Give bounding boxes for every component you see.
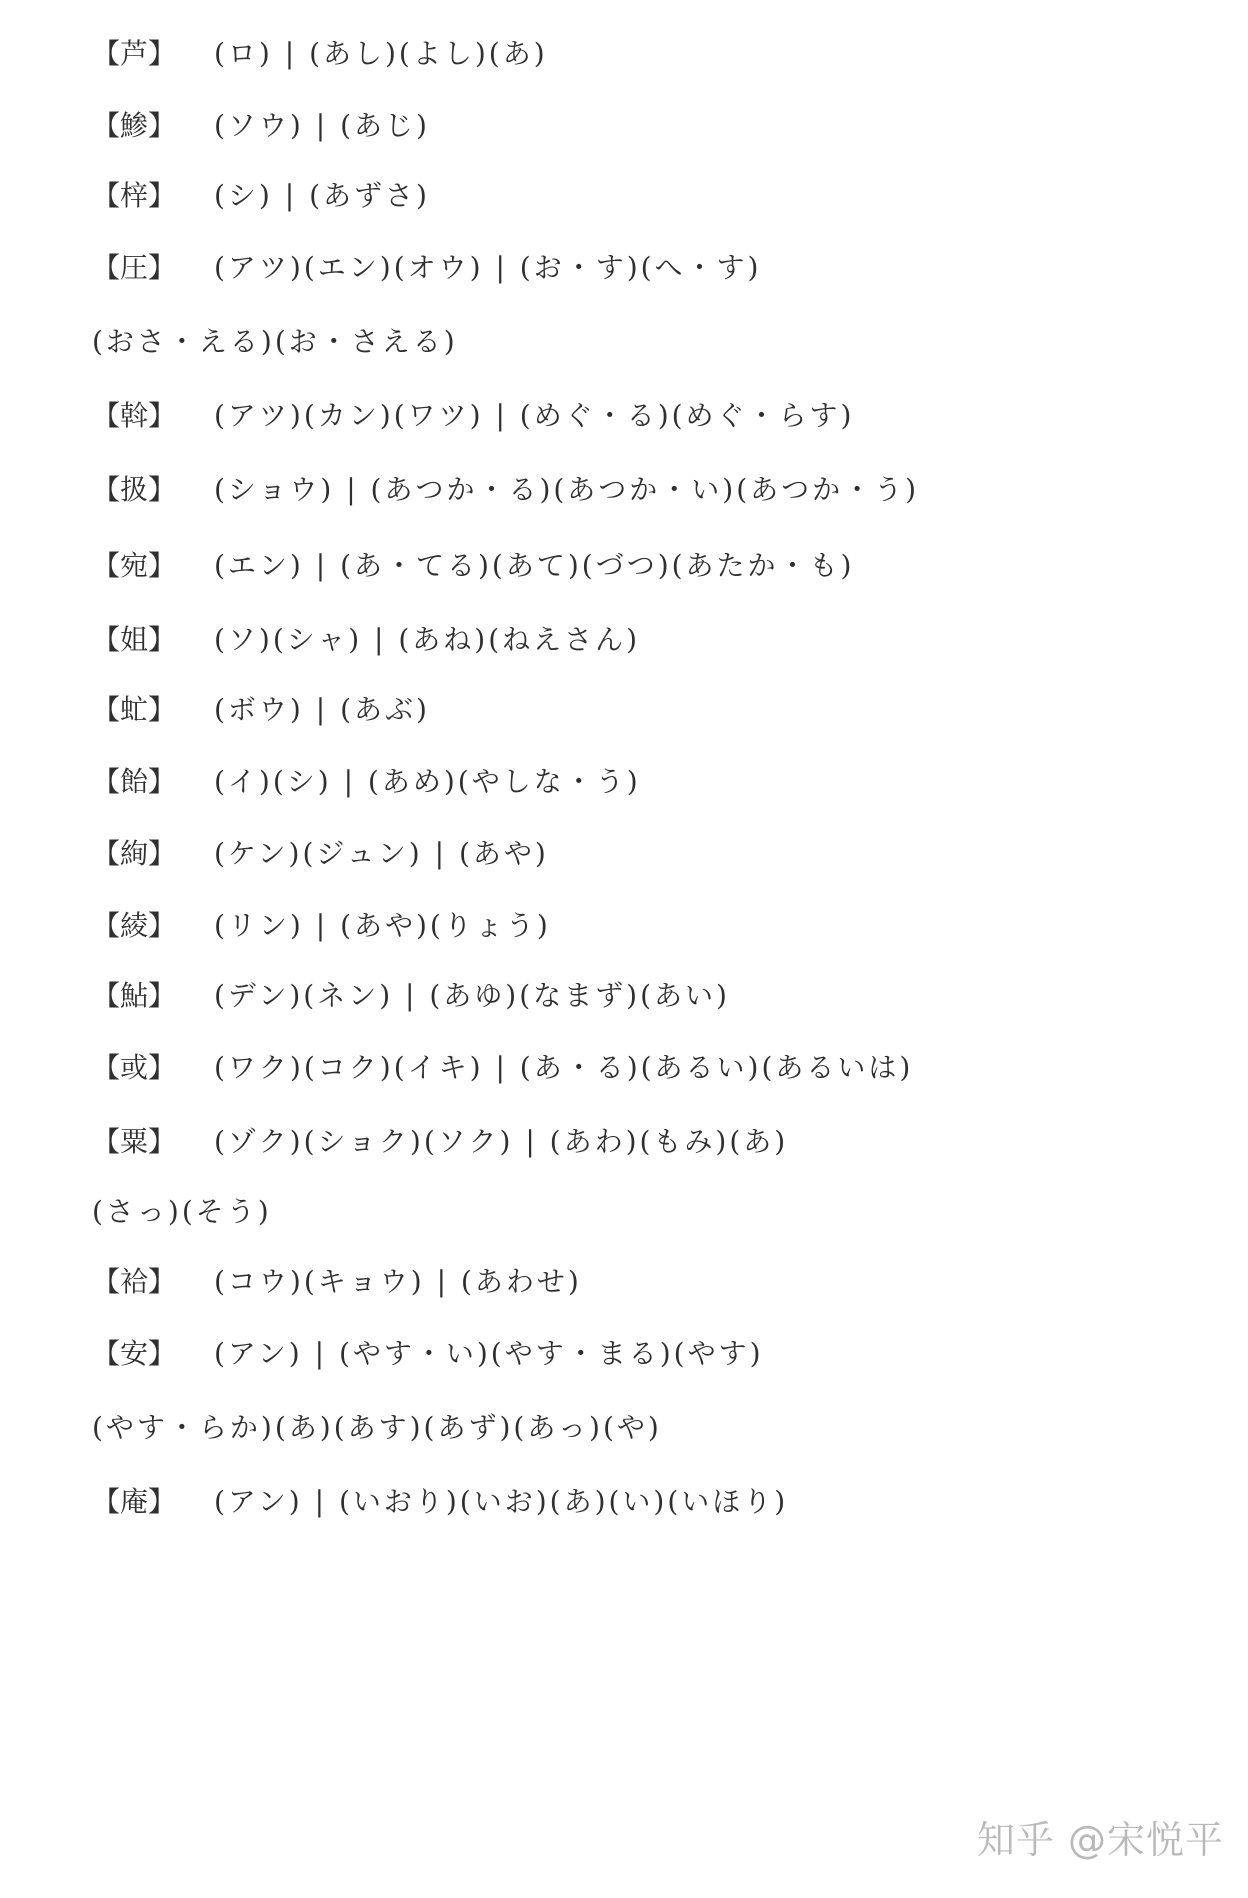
entry-kanji: 【絢】 bbox=[92, 837, 177, 870]
entry-row bbox=[92, 1474, 788, 1526]
entry-row bbox=[92, 1326, 764, 1378]
entry-kanji: 【庵】 bbox=[92, 1485, 177, 1518]
entry-readings: (やす・らか)(あ)(あす)(あず)(あっ)(や) bbox=[92, 1411, 662, 1444]
entry-row bbox=[92, 754, 641, 806]
entry-readings: (アン) | (やす・い)(やす・まる)(やす) bbox=[214, 1337, 764, 1370]
entry-readings: (さっ)(そう) bbox=[92, 1195, 272, 1228]
entry-row bbox=[92, 682, 430, 734]
entry-row bbox=[92, 168, 430, 220]
entry-row bbox=[92, 388, 854, 440]
entry-row bbox=[92, 98, 430, 150]
entry-continuation bbox=[92, 1400, 662, 1452]
entry-readings: (ソウ) | (あじ) bbox=[214, 109, 430, 142]
entry-row bbox=[92, 240, 761, 292]
entry-kanji: 【綾】 bbox=[92, 909, 177, 942]
entry-readings: (ボウ) | (あぶ) bbox=[214, 693, 430, 726]
entry-continuation bbox=[92, 1184, 272, 1236]
entry-readings: (ワク)(コク)(イキ) | (あ・る)(あるい)(あるいは) bbox=[214, 1051, 914, 1084]
entry-row bbox=[92, 898, 551, 950]
entry-readings: (シ) | (あずさ) bbox=[214, 179, 430, 212]
entry-readings: (アツ)(カン)(ワツ) | (めぐ・る)(めぐ・らす) bbox=[214, 399, 855, 432]
entry-readings: (アツ)(エン)(オウ) | (お・す)(へ・す) bbox=[214, 251, 762, 284]
entry-row bbox=[92, 1254, 582, 1306]
entry-kanji: 【斡】 bbox=[92, 399, 177, 432]
entry-readings: (ショウ) | (あつか・る)(あつか・い)(あつか・う) bbox=[214, 473, 920, 506]
entry-kanji: 【袷】 bbox=[92, 1265, 177, 1298]
entry-readings: (リン) | (あや)(りょう) bbox=[214, 909, 551, 942]
entry-kanji: 【扱】 bbox=[92, 473, 177, 506]
entry-kanji: 【宛】 bbox=[92, 549, 177, 582]
entry-kanji: 【虻】 bbox=[92, 693, 177, 726]
entry-readings: (ロ) | (あし)(よし)(あ) bbox=[214, 37, 548, 70]
entry-kanji: 【或】 bbox=[92, 1051, 177, 1084]
entry-kanji: 【安】 bbox=[92, 1337, 177, 1370]
entry-readings: (イ)(シ) | (あめ)(やしな・う) bbox=[214, 765, 641, 798]
entry-readings: (アン) | (いおり)(いお)(あ)(い)(いほり) bbox=[214, 1485, 789, 1518]
entry-continuation bbox=[92, 314, 458, 366]
entry-kanji: 【鮎】 bbox=[92, 979, 177, 1012]
entry-kanji: 【粟】 bbox=[92, 1125, 177, 1158]
entry-row bbox=[92, 462, 919, 514]
entry-row bbox=[92, 612, 640, 664]
entry-readings: (ゾク)(ショク)(ソク) | (あわ)(もみ)(あ) bbox=[214, 1125, 789, 1158]
entry-readings: (ソ)(シャ) | (あね)(ねえさん) bbox=[214, 623, 641, 656]
entry-row bbox=[92, 968, 730, 1020]
entry-kanji: 【鯵】 bbox=[92, 109, 177, 142]
entry-kanji: 【梓】 bbox=[92, 179, 177, 212]
entry-readings: (デン)(ネン) | (あゆ)(なまず)(あい) bbox=[214, 979, 730, 1012]
entry-kanji: 【芦】 bbox=[92, 37, 177, 70]
entry-row bbox=[92, 26, 548, 78]
watermark: 知乎 @宋悦平 bbox=[976, 1818, 1224, 1862]
entry-row bbox=[92, 538, 854, 590]
entry-readings: (おさ・える)(お・さえる) bbox=[92, 325, 458, 358]
entry-row bbox=[92, 1114, 788, 1166]
entry-row bbox=[92, 1040, 913, 1092]
entry-kanji: 【姐】 bbox=[92, 623, 177, 656]
entry-kanji: 【圧】 bbox=[92, 251, 177, 284]
entry-readings: (ケン)(ジュン) | (あや) bbox=[214, 837, 549, 870]
entry-readings: (エン) | (あ・てる)(あて)(づつ)(あたか・も) bbox=[214, 549, 855, 582]
entry-readings: (コウ)(キョウ) | (あわせ) bbox=[214, 1265, 582, 1298]
entry-kanji: 【飴】 bbox=[92, 765, 177, 798]
entry-row bbox=[92, 826, 549, 878]
